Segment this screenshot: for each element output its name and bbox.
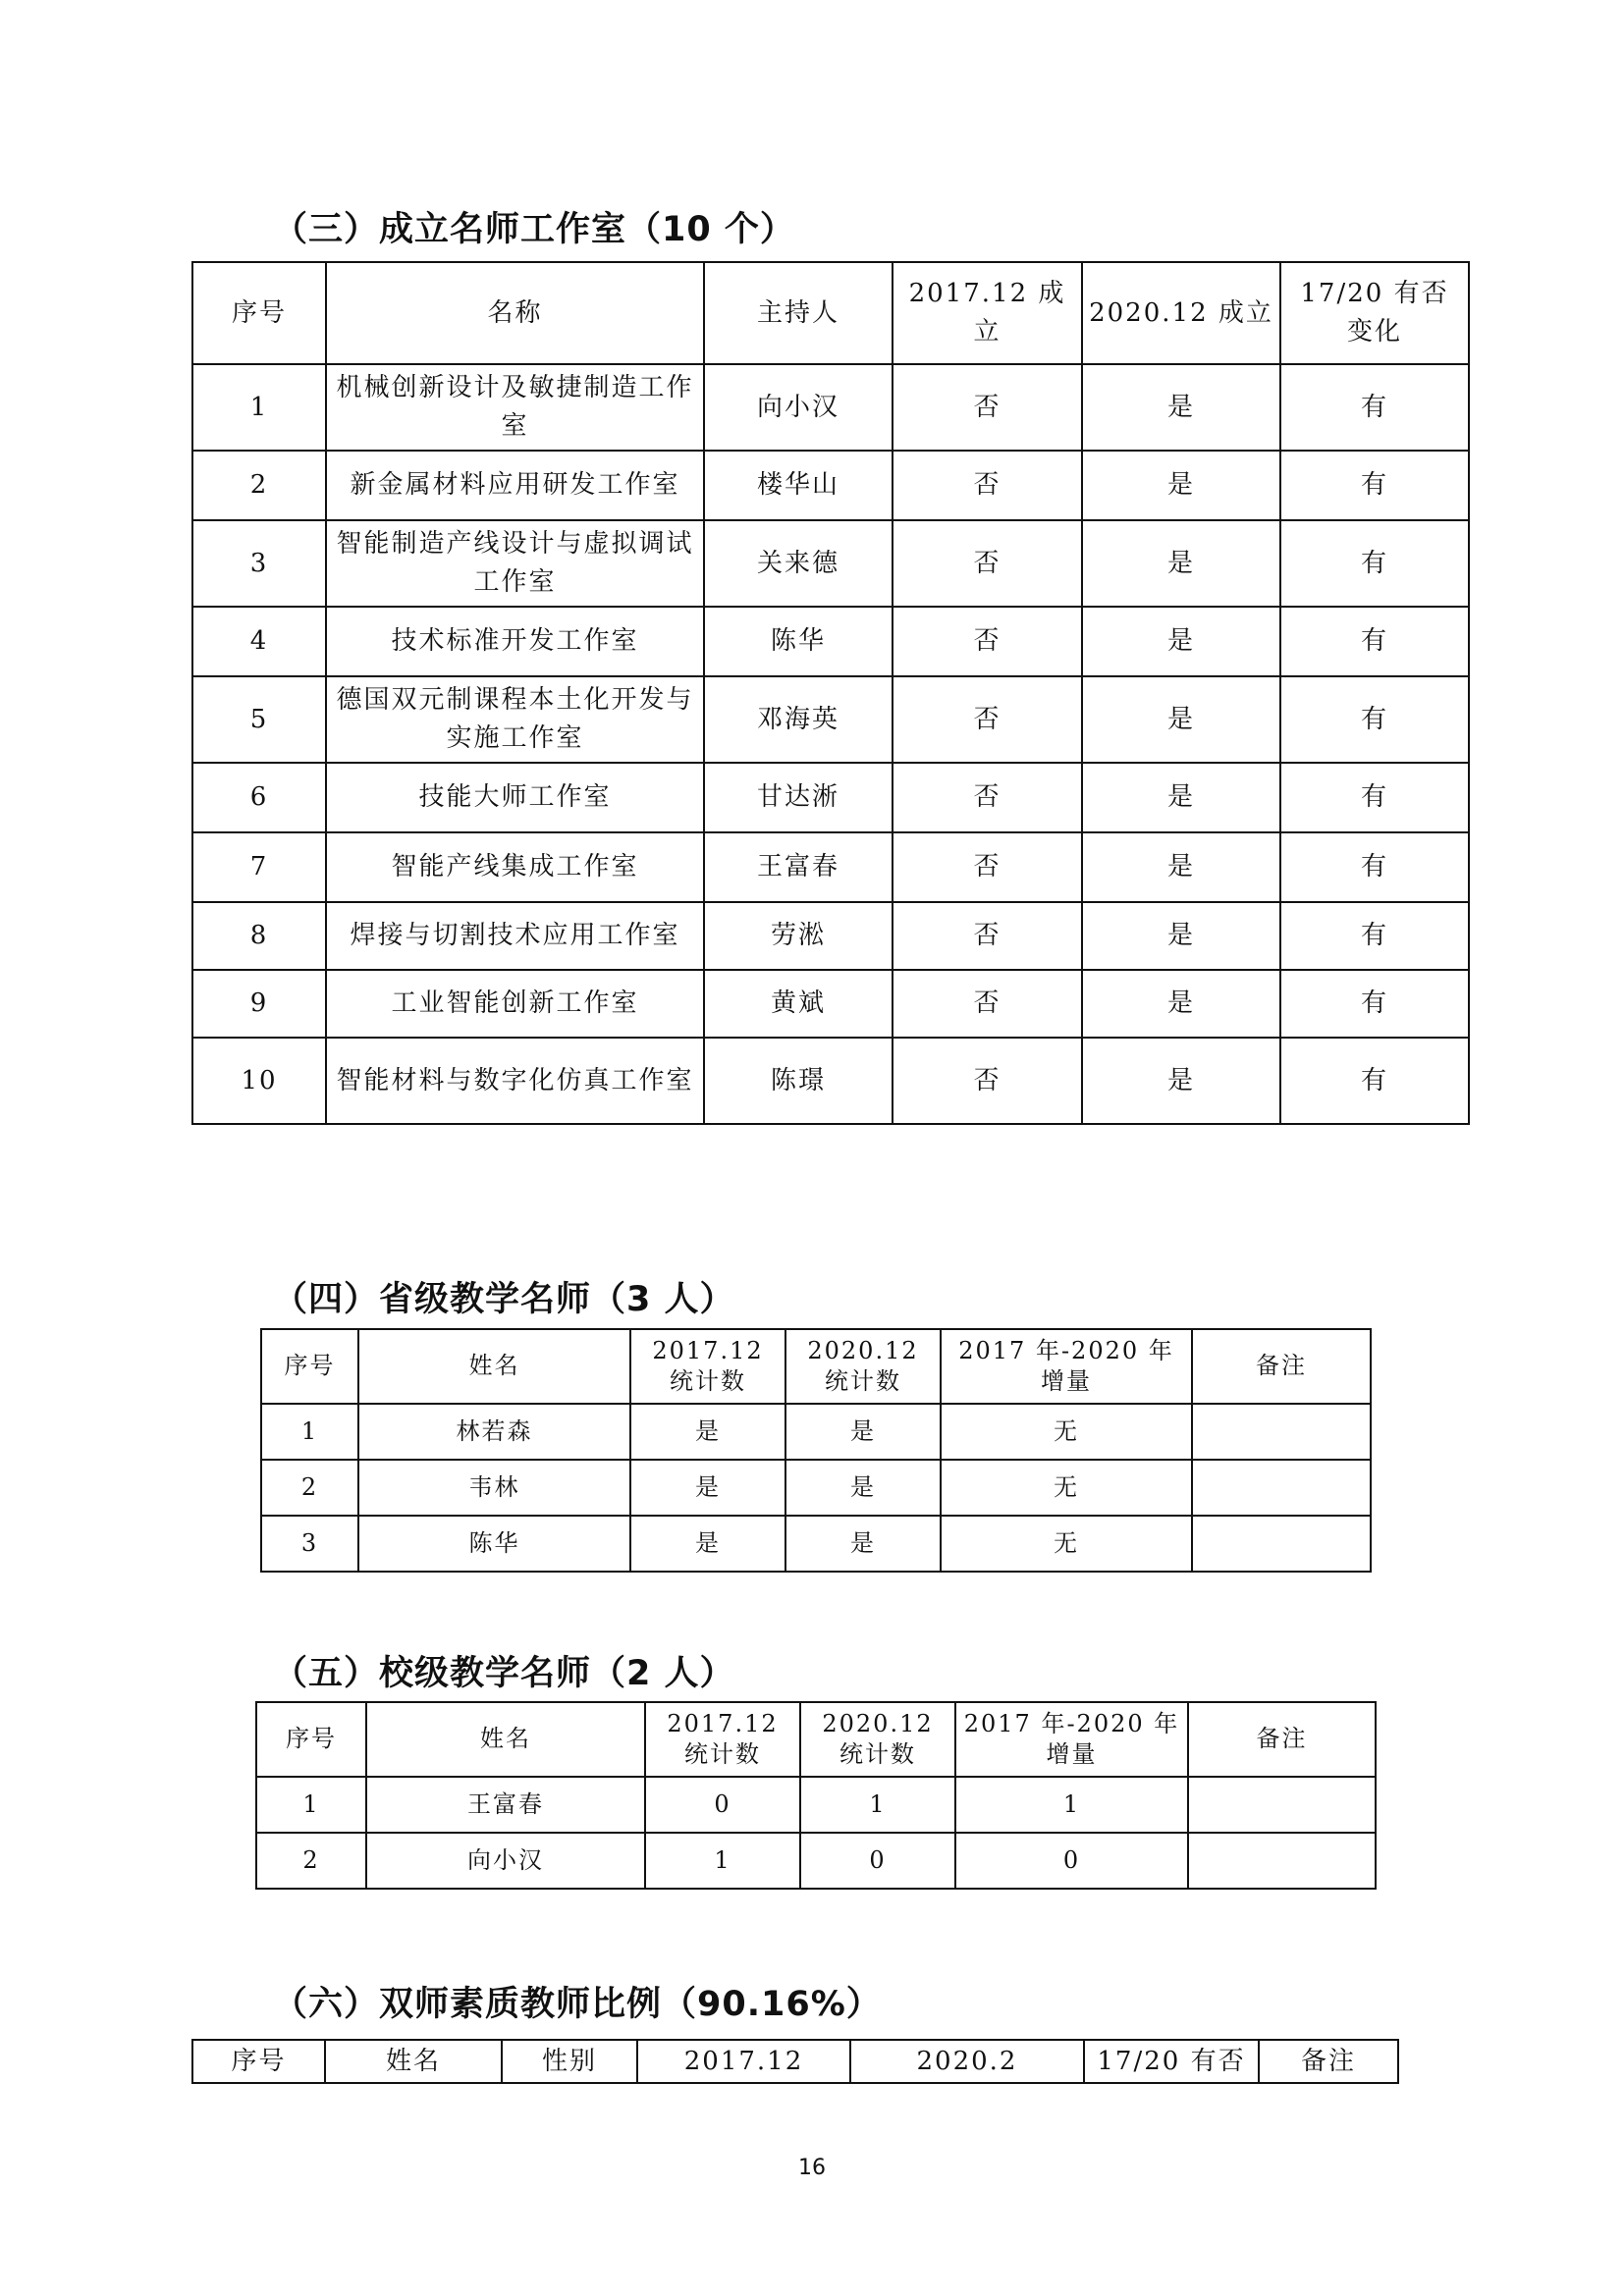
header-cell: 2020.12 统计数 [800, 1702, 955, 1777]
table-cell: 3 [192, 520, 326, 607]
table-cell: 无 [941, 1516, 1192, 1572]
header-cell: 2017 年-2020 年增量 [955, 1702, 1188, 1777]
table-cell: 是 [1082, 1038, 1280, 1124]
table-cell: 否 [893, 1038, 1082, 1124]
table-cell: 是 [1082, 451, 1280, 520]
table-cell: 技术标准开发工作室 [326, 607, 704, 676]
table-cell: 有 [1280, 451, 1469, 520]
table-cell: 陈华 [704, 607, 893, 676]
table-cell: 向小汉 [366, 1833, 645, 1889]
table-cell: 是 [1082, 832, 1280, 902]
table-row [192, 970, 1469, 1038]
table-cell: 是 [630, 1460, 785, 1516]
table-cell: 10 [192, 1038, 326, 1124]
table-row [192, 832, 1469, 902]
table-cell: 德国双元制课程本土化开发与实施工作室 [326, 676, 704, 763]
table-cell: 5 [192, 676, 326, 763]
table-cell: 是 [1082, 364, 1280, 451]
table-header-row [256, 1702, 1376, 1777]
section6-heading: （六）双师素质教师比例（90.16%） [273, 1985, 882, 2024]
table-cell: 是 [630, 1404, 785, 1460]
table-header-row [261, 1329, 1371, 1404]
table-cell: 是 [1082, 607, 1280, 676]
header-cell: 备注 [1192, 1329, 1371, 1404]
table-cell: 韦林 [358, 1460, 630, 1516]
table-cell: 否 [893, 902, 1082, 970]
table-cell: 甘达淅 [704, 763, 893, 832]
table-cell: 黄斌 [704, 970, 893, 1038]
table-cell: 有 [1280, 520, 1469, 607]
studio-table [191, 261, 1470, 1125]
table-cell: 是 [785, 1516, 941, 1572]
table-cell [1192, 1460, 1371, 1516]
table-cell: 是 [785, 1404, 941, 1460]
table-cell: 是 [1082, 970, 1280, 1038]
header-cell: 序号 [192, 2040, 325, 2083]
header-cell: 名称 [326, 262, 704, 364]
table-cell: 邓海英 [704, 676, 893, 763]
table-header-row [192, 262, 1469, 364]
header-cell: 2017.12 统计数 [645, 1702, 800, 1777]
header-cell: 序号 [256, 1702, 366, 1777]
table-cell: 否 [893, 832, 1082, 902]
table-cell: 有 [1280, 763, 1469, 832]
table-cell: 焊接与切割技术应用工作室 [326, 902, 704, 970]
table-cell: 有 [1280, 676, 1469, 763]
table-cell: 否 [893, 364, 1082, 451]
table-cell: 有 [1280, 832, 1469, 902]
table-cell: 技能大师工作室 [326, 763, 704, 832]
header-cell: 2017 年-2020 年增量 [941, 1329, 1192, 1404]
table-cell: 0 [955, 1833, 1188, 1889]
table-cell [1188, 1833, 1376, 1889]
header-cell: 2020.12 统计数 [785, 1329, 941, 1404]
header-cell: 备注 [1188, 1702, 1376, 1777]
table-cell: 有 [1280, 364, 1469, 451]
table-cell: 向小汉 [704, 364, 893, 451]
provincial-teacher-table [260, 1328, 1372, 1573]
table-cell: 0 [800, 1833, 955, 1889]
header-cell: 2020.12 成立 [1082, 262, 1280, 364]
table-cell: 智能制造产线设计与虚拟调试工作室 [326, 520, 704, 607]
header-cell: 序号 [192, 262, 326, 364]
table-cell: 7 [192, 832, 326, 902]
table-cell: 4 [192, 607, 326, 676]
table-cell: 是 [1082, 676, 1280, 763]
table-cell: 无 [941, 1460, 1192, 1516]
header-cell: 主持人 [704, 262, 893, 364]
table-cell [1192, 1404, 1371, 1460]
table-cell: 无 [941, 1404, 1192, 1460]
section3-heading: （三）成立名师工作室（10 个） [273, 210, 795, 249]
table-cell [1192, 1516, 1371, 1572]
table-cell: 是 [1082, 763, 1280, 832]
table-cell: 是 [1082, 520, 1280, 607]
table-cell [1188, 1777, 1376, 1833]
table-cell: 有 [1280, 902, 1469, 970]
table-cell: 王富春 [704, 832, 893, 902]
table-cell: 智能材料与数字化仿真工作室 [326, 1038, 704, 1124]
table-cell: 否 [893, 970, 1082, 1038]
table-cell: 1 [645, 1833, 800, 1889]
table-cell: 1 [955, 1777, 1188, 1833]
header-cell: 17/20 有否 [1084, 2040, 1259, 2083]
header-cell: 2017.12 成立 [893, 262, 1082, 364]
table-cell: 9 [192, 970, 326, 1038]
table-cell: 工业智能创新工作室 [326, 970, 704, 1038]
table-row [192, 364, 1469, 451]
table-header-row [192, 2040, 1398, 2083]
table-cell: 楼华山 [704, 451, 893, 520]
table-cell: 关来德 [704, 520, 893, 607]
table-cell: 8 [192, 902, 326, 970]
table-row [192, 520, 1469, 607]
header-cell: 2017.12 [637, 2040, 850, 2083]
table-row [261, 1460, 1371, 1516]
table-row [192, 902, 1469, 970]
table-row [192, 607, 1469, 676]
table-cell: 否 [893, 451, 1082, 520]
table-cell: 陈璟 [704, 1038, 893, 1124]
page-number: 16 [798, 2156, 826, 2180]
table-cell: 王富春 [366, 1777, 645, 1833]
school-teacher-table [255, 1701, 1377, 1890]
header-cell: 姓名 [358, 1329, 630, 1404]
header-cell: 备注 [1259, 2040, 1398, 2083]
table-cell: 否 [893, 520, 1082, 607]
table-cell: 劳淞 [704, 902, 893, 970]
table-cell: 是 [630, 1516, 785, 1572]
table-cell: 3 [261, 1516, 358, 1572]
dual-qualified-table [191, 2039, 1399, 2084]
table-cell: 1 [261, 1404, 358, 1460]
table-cell: 机械创新设计及敏捷制造工作室 [326, 364, 704, 451]
table-row [192, 451, 1469, 520]
header-cell: 2017.12 统计数 [630, 1329, 785, 1404]
table-cell: 有 [1280, 607, 1469, 676]
header-cell: 姓名 [325, 2040, 502, 2083]
header-cell: 2020.2 [850, 2040, 1084, 2083]
table-cell: 有 [1280, 970, 1469, 1038]
table-cell: 是 [1082, 902, 1280, 970]
table-cell: 有 [1280, 1038, 1469, 1124]
header-cell: 姓名 [366, 1702, 645, 1777]
table-row [192, 1038, 1469, 1124]
table-cell: 2 [261, 1460, 358, 1516]
table-row [261, 1516, 1371, 1572]
table-row [192, 763, 1469, 832]
header-cell: 17/20 有否变化 [1280, 262, 1469, 364]
header-cell: 序号 [261, 1329, 358, 1404]
table-cell: 林若森 [358, 1404, 630, 1460]
table-row [192, 676, 1469, 763]
table-cell: 智能产线集成工作室 [326, 832, 704, 902]
table-cell: 2 [256, 1833, 366, 1889]
section5-heading: （五）校级教学名师（2 人） [273, 1654, 735, 1693]
header-cell: 性别 [502, 2040, 637, 2083]
table-cell: 6 [192, 763, 326, 832]
table-cell: 1 [800, 1777, 955, 1833]
table-cell: 否 [893, 676, 1082, 763]
table-cell: 1 [256, 1777, 366, 1833]
table-row [256, 1777, 1376, 1833]
table-cell: 1 [192, 364, 326, 451]
table-cell: 0 [645, 1777, 800, 1833]
table-cell: 陈华 [358, 1516, 630, 1572]
table-cell: 否 [893, 763, 1082, 832]
section4-heading: （四）省级教学名师（3 人） [273, 1280, 735, 1319]
table-row [261, 1404, 1371, 1460]
table-row [256, 1833, 1376, 1889]
table-cell: 新金属材料应用研发工作室 [326, 451, 704, 520]
table-cell: 否 [893, 607, 1082, 676]
table-cell: 是 [785, 1460, 941, 1516]
table-cell: 2 [192, 451, 326, 520]
